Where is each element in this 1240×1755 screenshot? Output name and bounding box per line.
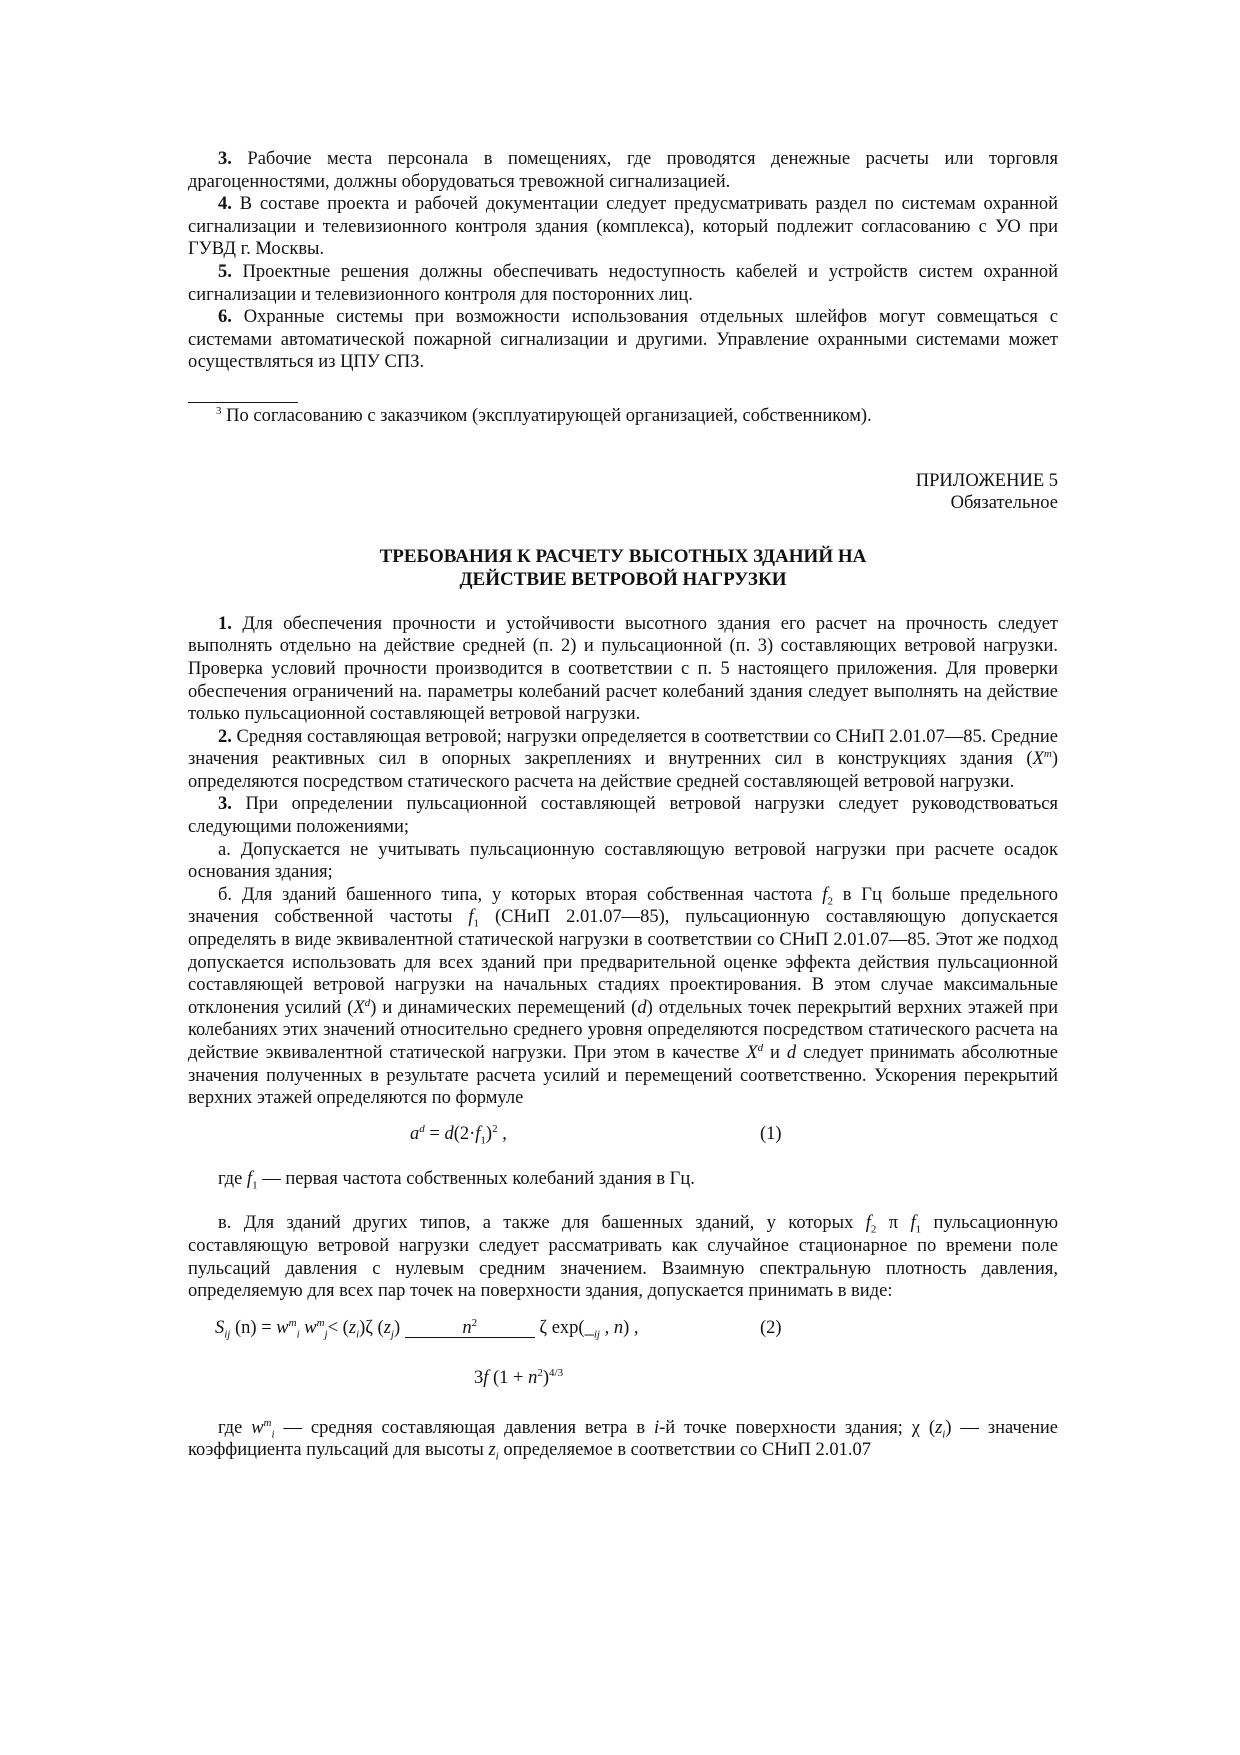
symbol-i: i: [654, 1417, 660, 1438]
subscript: ij: [593, 1328, 600, 1341]
item-number: 5.: [218, 261, 232, 282]
symbol-z: z: [488, 1440, 496, 1461]
paragraph-3: [188, 793, 1058, 838]
text-run: (2·: [453, 1123, 476, 1144]
text-run: )ζ (: [359, 1317, 384, 1338]
paragraph-2: [188, 726, 1058, 794]
symbol-f: f: [910, 1213, 916, 1234]
text-run: где: [218, 1417, 252, 1438]
subscript: 1: [252, 1179, 258, 1192]
section-title-line2: ДЕЙСТВИЕ ВЕТРОВОЙ НАГРУЗКИ: [459, 568, 787, 590]
superscript: 2: [471, 1316, 478, 1329]
subscript: 1: [473, 918, 480, 931]
item-number: 6.: [218, 307, 232, 328]
formula-2-numerator-line: [215, 1317, 639, 1340]
item-4: [188, 193, 1058, 261]
item-number: 3.: [218, 149, 232, 169]
item-3: [188, 148, 1058, 193]
symbol-w: w: [251, 1417, 264, 1438]
text-run: 3: [474, 1367, 484, 1388]
subscript: 1: [915, 1224, 922, 1237]
symbol-z: z: [348, 1317, 357, 1338]
paragraph-text: Для обеспечения прочности и устойчивости высотного здания его расчет на прочность следует выполнять отдельно на действие средней (п. 2) и пульсационной (п. 3) составляющих ветровой нагрузки. Проверка условий прочности производится в соответствии с п. 5 настоящего приложения. Для проверки обеспечения ограничений на. параметры колебаний расчет колебаний здания следует выполнять на действие только пульсационной составляющей ветровой нагрузки.: [188, 613, 1058, 725]
subscript: j: [390, 1328, 394, 1341]
superscript: 2: [492, 1122, 498, 1135]
text-run: где: [218, 1168, 247, 1189]
superscript: d: [364, 996, 371, 1009]
subparagraph-v: [188, 1212, 1058, 1302]
paragraph-number: 1.: [218, 613, 232, 634]
symbol-x: X: [1032, 749, 1044, 770]
text-run: ζ exp(_: [534, 1317, 594, 1338]
paragraph-text: ) определяются посредством статического расчета на действие средней составляющей ветровой нагрузки.: [188, 749, 1058, 792]
formula-1: [188, 1110, 1058, 1156]
item-5: [188, 261, 1058, 306]
paragraph-text: Средняя составляющая ветровой; нагрузки определяется в соответствии со СНиП 2.01.07—85. Средние значения реактивных сил в опорных закреплениях и внутренних сил в конструкциях здания (: [188, 726, 1058, 770]
item-text: Проектные решения должны обеспечивать недоступность кабелей и устройств систем охранной сигнализации и телевизионного контроля для посторонних лиц.: [188, 261, 1058, 305]
paragraph-text: При определении пульсационной составляющей ветровой нагрузки следует руководствоваться следующими положениями;: [188, 794, 1058, 838]
footnote: [188, 405, 1058, 428]
symbol-n: n: [613, 1317, 624, 1338]
formula-1-expression: [410, 1123, 507, 1146]
superscript: d: [757, 1041, 764, 1054]
text-run: < (: [327, 1317, 349, 1338]
superscript: 4/3: [549, 1366, 564, 1379]
paragraph-number: 3.: [218, 794, 232, 815]
section-title-line1: ТРЕБОВАНИЯ К РАСЧЕТУ ВЫСОТНЫХ ЗДАНИЙ НА: [379, 545, 867, 567]
symbol-a: a: [410, 1123, 420, 1144]
footnote-divider: [188, 402, 298, 403]
text-run: определяемое в соответствии со СНиП 2.01.07: [498, 1440, 872, 1461]
symbol-n: n: [462, 1317, 472, 1338]
item-text: Рабочие места персонала в помещениях, где проводятся денежные расчеты или торговля драгоценностями, должны оборудоваться тревожной сигнализацией.: [188, 149, 1058, 192]
superscript: m: [1043, 748, 1052, 761]
subscript: ij: [224, 1328, 231, 1341]
subscript: 2: [870, 1224, 877, 1237]
symbol-f: f: [246, 1168, 253, 1189]
text-run: б. Для зданий башенного типа, у которых вторая собственная частота: [218, 884, 823, 905]
subscript: 1: [480, 1134, 486, 1147]
symbol-d: d: [786, 1043, 797, 1063]
symbol-d: d: [444, 1123, 454, 1144]
symbol-f: f: [475, 1123, 481, 1144]
text-run: и: [763, 1043, 787, 1063]
appendix-label: ПРИЛОЖЕНИЕ 5: [915, 470, 1058, 491]
text-run: в Гц больше предельного значения собственной частоты: [188, 884, 1058, 928]
item-number: 4.: [218, 194, 232, 215]
subscript: i: [942, 1428, 946, 1441]
subparagraph-b: [188, 884, 1058, 1110]
where-2: [188, 1417, 1058, 1462]
text-run: следует принимать абсолютные значения полученных в результате расчета усилий и перемещений соответственно. Ускорения перекрытий верхних этажей определяются по формуле: [188, 1043, 1059, 1109]
paragraph-1: [188, 613, 1058, 726]
symbol-w: w: [276, 1317, 289, 1338]
text-run: — средняя составляющая давления ветра в: [274, 1417, 654, 1438]
text-run: ): [485, 1123, 493, 1144]
superscript: m: [288, 1316, 297, 1329]
fraction-numerator: [405, 1316, 535, 1338]
superscript: 2: [537, 1366, 543, 1379]
symbol-x: X: [353, 997, 365, 1018]
superscript: d: [419, 1122, 425, 1135]
formula-2: [188, 1303, 1058, 1413]
text-run: ,: [497, 1123, 507, 1144]
subparagraph-a: а. Допускается не учитывать пульсационную составляющую ветровой нагрузки при расчете осадок основания здания;: [188, 839, 1058, 883]
subscript: j: [324, 1328, 328, 1341]
text-run: в. Для зданий других типов, а также для башенных зданий, у которых: [218, 1213, 866, 1234]
symbol-f: f: [865, 1213, 871, 1234]
text-run: ) — значение коэффициента пульсаций для высоты: [188, 1417, 1058, 1461]
text-run: ,: [599, 1317, 614, 1338]
symbol-z: z: [383, 1317, 391, 1338]
document-page: [188, 148, 1058, 1462]
symbol-f: f: [822, 884, 828, 905]
paragraph-number: 2.: [218, 726, 232, 747]
text-run: (СНиП 2.01.07—85), пульсационную составляющую допускается определять в виде эквивалентной статической нагрузки в соответствии со СНиП 2.01.07—85. Этот же подход допускается использовать для всех зданий при предварительной оценке эффекта действия пульсационной составляющей ветровой нагрузки на начальных стадиях проектирования. В этом случае максимальные отклонения усилий (: [188, 907, 1058, 1018]
symbol-z: z: [935, 1417, 943, 1438]
text-run: ) отдельных точек перекрытий верхних этажей при колебаниях этих значений относительно среднего уровня определяются посредством статического расчета на действие эквивалентной статической нагрузки. При этом в качестве: [188, 997, 1058, 1063]
symbol-f: f: [483, 1367, 489, 1388]
superscript: m: [263, 1416, 272, 1429]
text-run: пульсационную составляющую ветровой нагрузки следует рассматривать как случайное стационарное по времени поле пульсаций давления с нулевым средним значением. Взаимную спектральную плотность давления, определяемую для всех пар точек на поверхности здания, допускается принимать в виде:: [188, 1213, 1059, 1302]
subscript: i: [296, 1328, 300, 1341]
symbol-f: f: [468, 907, 474, 928]
subscript: i: [271, 1428, 275, 1441]
text-run: — первая частота собственных колебаний здания в Гц.: [257, 1168, 695, 1189]
item-6: [188, 306, 1058, 374]
formula-1-number: (1): [760, 1123, 782, 1144]
subscript: 2: [827, 895, 833, 908]
text-run: ) и динамических перемещений (: [370, 997, 638, 1018]
appendix-status: Обязательное: [950, 493, 1058, 514]
text-run: ): [542, 1367, 550, 1388]
item-text: Охранные системы при возможности использования отдельных шлейфов могут совмещаться с системами автоматической пожарной сигнализации и другими. Управление охранными системами может осуществляться из ЦПУ СПЗ.: [188, 307, 1058, 373]
symbol-x: X: [746, 1043, 758, 1063]
text-run: ): [393, 1317, 401, 1338]
text-run: -й точке поверхности здания; χ (: [659, 1417, 936, 1438]
text-run: =: [424, 1123, 445, 1144]
subscript: i: [356, 1328, 360, 1341]
formula-2-denominator: [474, 1367, 563, 1390]
footnote-mark: 3: [216, 404, 222, 417]
text-run: (n) =: [230, 1317, 277, 1338]
symbol-n: n: [528, 1367, 538, 1388]
text-run: (1 +: [488, 1367, 529, 1388]
text-run: ) ,: [623, 1317, 639, 1338]
symbol-s: S: [215, 1317, 225, 1338]
formula-2-number: (2): [760, 1317, 782, 1338]
item-text: В составе проекта и рабочей документации следует предусматривать раздел по системам охранной сигнализации и телевизионного контроля здания (комплекса), который подлежит согласованию с УО при ГУВД г. Москвы.: [188, 194, 1058, 260]
text-run: π: [876, 1213, 911, 1234]
subscript: i: [495, 1451, 499, 1464]
superscript: m: [316, 1316, 325, 1329]
where-1: [188, 1168, 1058, 1191]
symbol-w: w: [304, 1317, 317, 1338]
symbol-d: d: [637, 997, 647, 1018]
footnote-text: По согласованию с заказчиком (эксплуатирующей организацией, собственником).: [221, 405, 872, 426]
